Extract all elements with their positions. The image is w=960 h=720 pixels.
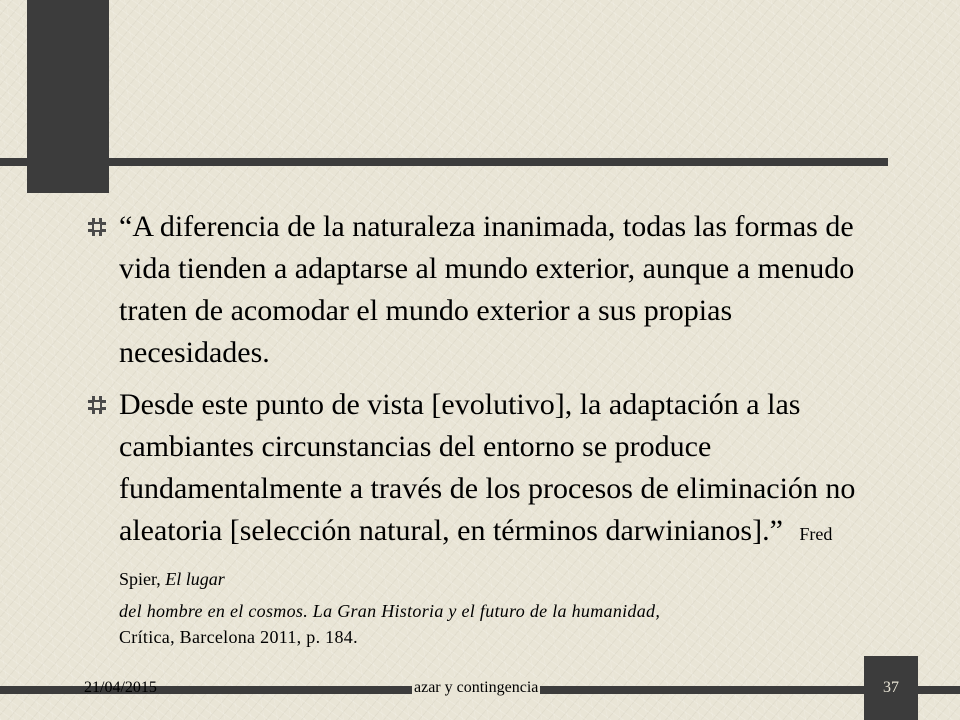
slide-number: 37 (883, 679, 899, 696)
citation-author: Fred Spier, El lugar (119, 524, 833, 589)
bullet-item-2 (84, 384, 874, 650)
hash-bullet-icon (87, 395, 107, 415)
bullet-text: “A diferencia de la naturaleza inanimada, todas las formas de vida tienden a adaptarse al mundo exterior, aunque a menudo traten de acomodar el mundo exterior a sus propias necesidades. (119, 210, 855, 369)
footer-date: 21/04/2015 (84, 679, 157, 696)
citation-publisher: Crítica, Barcelona 2011, p. 184. (119, 627, 358, 647)
decorative-horizontal-rule (0, 158, 888, 166)
footer-title: azar y contingencia (414, 679, 539, 696)
citation-title-rest: del hombre en el cosmos. La Gran Historia y el futuro de la humanidad, (119, 601, 661, 621)
citation-title-start: El lugar (165, 569, 225, 589)
hash-bullet-icon (87, 217, 107, 237)
citation-continuation (119, 598, 874, 650)
bullet-text: Desde este punto de vista [evolutivo], la adaptación a las cambiantes circunstancias del entorno se produce fundamentalmente a través de los procesos de eliminación no aleatoria [selección natural, en términos darwinianos].” (119, 388, 856, 547)
bullet-item-1 (84, 206, 874, 374)
slide-body (84, 206, 874, 650)
